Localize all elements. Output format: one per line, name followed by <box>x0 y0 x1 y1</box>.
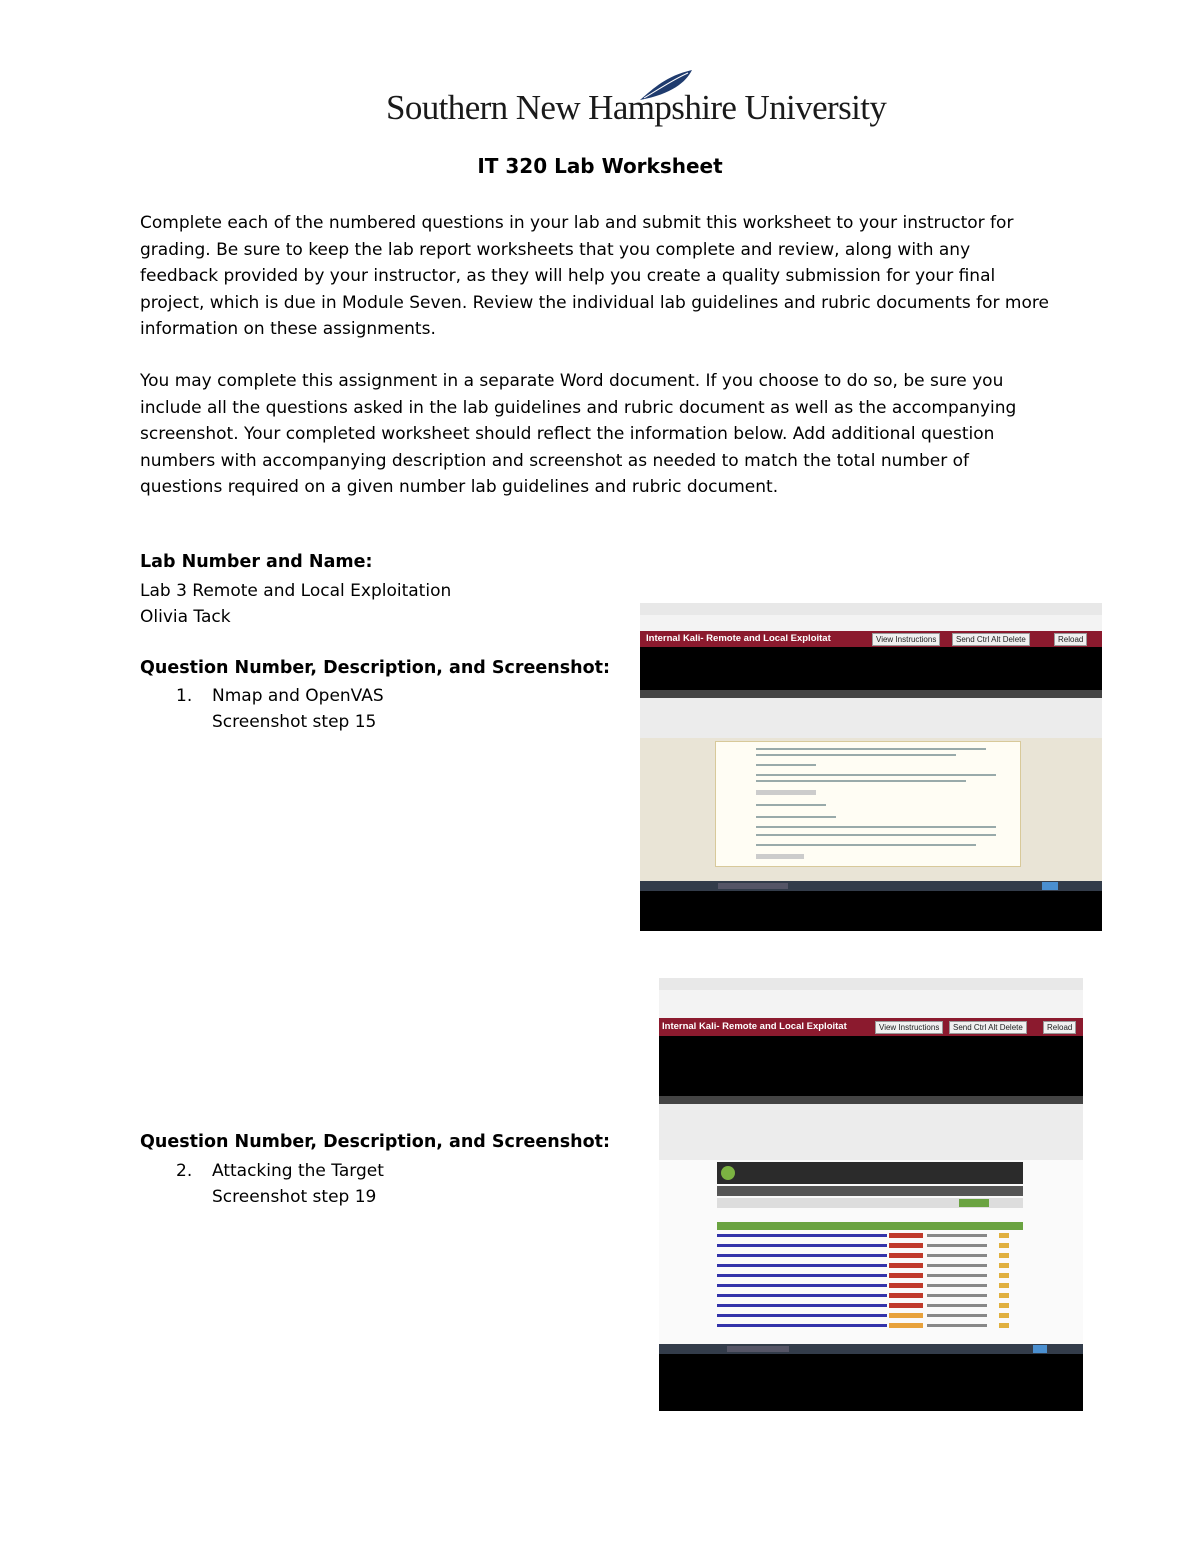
page-title: IT 320 Lab Worksheet <box>477 154 723 178</box>
lab-bar <box>659 1018 1083 1036</box>
question-heading: Question Number, Description, and Screenshot: <box>140 1132 610 1152</box>
vm-page <box>659 1160 1083 1344</box>
screenshot-caption: Screenshot step 15 <box>212 712 377 732</box>
student-name: Olivia Tack <box>140 607 231 627</box>
vm-taskbar <box>659 1344 1083 1354</box>
lab-bar <box>640 631 1102 647</box>
browser-titlebar <box>640 603 1102 615</box>
openvas-panel <box>715 741 1021 867</box>
firefox-toolbar <box>659 1104 1083 1160</box>
send-ctrl-alt-delete-button: Send Ctrl Alt Delete <box>949 1021 1027 1034</box>
vm-taskbar <box>640 881 1102 891</box>
university-logo <box>386 68 887 134</box>
screenshot-step-15 <box>640 603 1102 931</box>
question-description: Nmap and OpenVAS <box>212 686 384 706</box>
address-bar <box>659 990 1083 1019</box>
vm-top-panel <box>640 690 1102 698</box>
question-number: 1. <box>176 686 193 706</box>
question-item <box>176 1161 384 1181</box>
question-description: Attacking the Target <box>212 1161 384 1181</box>
view-instructions-button: View Instructions <box>872 633 940 646</box>
reload-button: Reload <box>1043 1021 1076 1034</box>
question-number: 2. <box>176 1161 193 1181</box>
lab-bar-title: Internal Kali- Remote and Local Exploitat <box>646 633 831 644</box>
screenshot-step-19 <box>659 978 1083 1411</box>
address-bar <box>640 615 1102 632</box>
screenshot-caption: Screenshot step 19 <box>212 1187 377 1207</box>
view-instructions-button: View Instructions <box>875 1021 943 1034</box>
question-item <box>176 686 384 706</box>
intro-paragraph: You may complete this assignment in a separate Word document. If you choose to do so, be sure you include all the questions asked in the lab guidelines and rubric document as well as the accompanying screenshot. Your completed worksheet should reflect the information below. Add additional question numbers with accompanying description and screenshot as needed to match the total number of questions required on a given number lab guidelines and rubric document. <box>140 371 1017 497</box>
firefox-toolbar <box>640 698 1102 738</box>
browser-titlebar <box>659 978 1083 990</box>
vm-top-panel <box>659 1096 1083 1104</box>
reload-button: Reload <box>1054 633 1087 646</box>
lab-name: Lab 3 Remote and Local Exploitation <box>140 581 452 601</box>
send-ctrl-alt-delete-button: Send Ctrl Alt Delete <box>952 633 1030 646</box>
intro-paragraph: Complete each of the numbered questions in your lab and submit this worksheet to your instructor for grading. Be sure to keep the lab report worksheets that you complete and review, along with any feedback provided by your instructor, as they will help you create a quality submission for your final project, which is due in Module Seven. Review the individual lab guidelines and rubric documents for more information on these assignments. <box>140 213 1049 339</box>
question-heading: Question Number, Description, and Screenshot: <box>140 658 610 678</box>
lab-heading: Lab Number and Name: <box>140 552 373 572</box>
university-name: Southern New Hampshire University <box>386 88 887 127</box>
lab-bar-title: Internal Kali- Remote and Local Exploitat <box>662 1021 847 1032</box>
